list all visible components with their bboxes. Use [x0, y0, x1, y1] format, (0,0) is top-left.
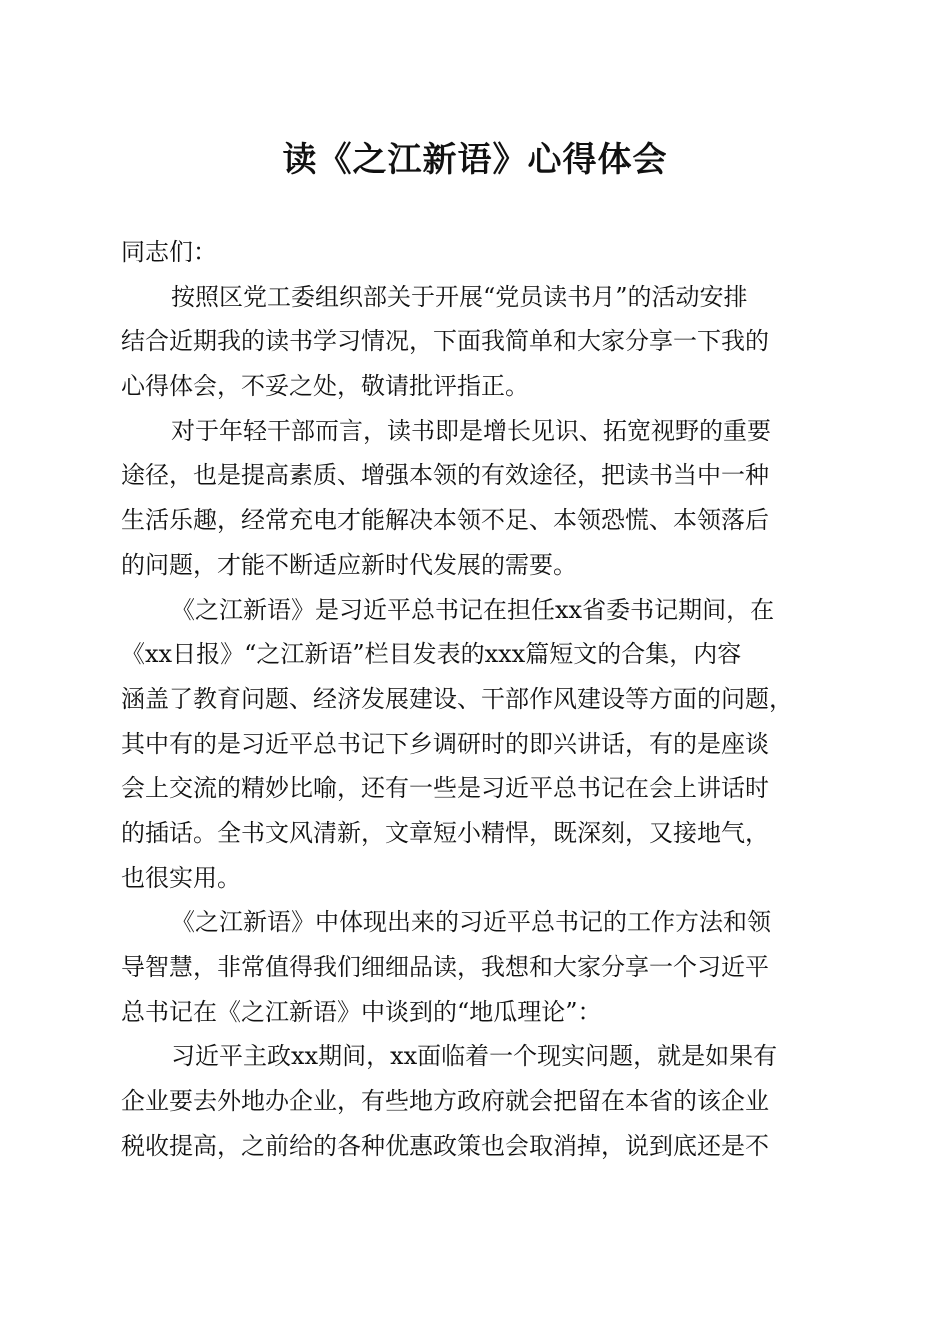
body-line: 总书记在《之江新语》中谈到的“地瓜理论”： [121, 997, 602, 1026]
body-line: 的问题，才能不断适应新时代发展的需要。 [121, 550, 577, 579]
body-line: 对于年轻干部而言，读书即是增长见识、拓宽视野的重要 [171, 416, 771, 445]
document-body [121, 230, 841, 1168]
body-line: 心得体会，不妥之处，敬请批评指正。 [121, 372, 529, 401]
body-line: 同志们： [121, 238, 217, 266]
body-line: 会上交流的精妙比喻，还有一些是习近平总书记在会上讲话时 [121, 774, 769, 803]
body-line: 企业要去外地办企业，有些地方政府就会把留在本省的该企业 [121, 1087, 769, 1116]
body-line: 涵盖了教育问题、经济发展建设、干部作风建设等方面的问题， [121, 684, 793, 713]
body-line: 的插话。全书文风清新，文章短小精悍，既深刻，又接地气， [121, 818, 769, 847]
body-line: 按照区党工委组织部关于开展“党员读书月”的活动安排 [171, 282, 748, 311]
body-line: 《之江新语》是习近平总书记在担任xx省委书记期间，在 [171, 595, 775, 624]
body-line: 也很实用。 [121, 863, 241, 892]
body-line: 结合近期我的读书学习情况，下面我简单和大家分享一下我的 [121, 327, 769, 356]
body-line: 《之江新语》中体现出来的习近平总书记的工作方法和领 [171, 908, 771, 937]
document-title: 读《之江新语》心得体会 [282, 140, 668, 180]
body-line: 生活乐趣，经常充电才能解决本领不足、本领恐慌、本领落后 [121, 506, 769, 535]
body-line: 途径，也是提高素质、增强本领的有效途径，把读书当中一种 [121, 461, 769, 490]
body-line: 其中有的是习近平总书记下乡调研时的即兴讲话，有的是座谈 [121, 729, 769, 758]
body-line: 习近平主政xx期间，xx面临着一个现实问题，就是如果有 [171, 1042, 778, 1071]
body-line: 税收提高，之前给的各种优惠政策也会取消掉，说到底还是不 [121, 1131, 769, 1160]
body-line: 《xx日报》“之江新语”栏目发表的xxx篇短文的合集，内容 [121, 640, 742, 669]
body-line: 导智慧，非常值得我们细细品读，我想和大家分享一个习近平 [121, 953, 769, 981]
